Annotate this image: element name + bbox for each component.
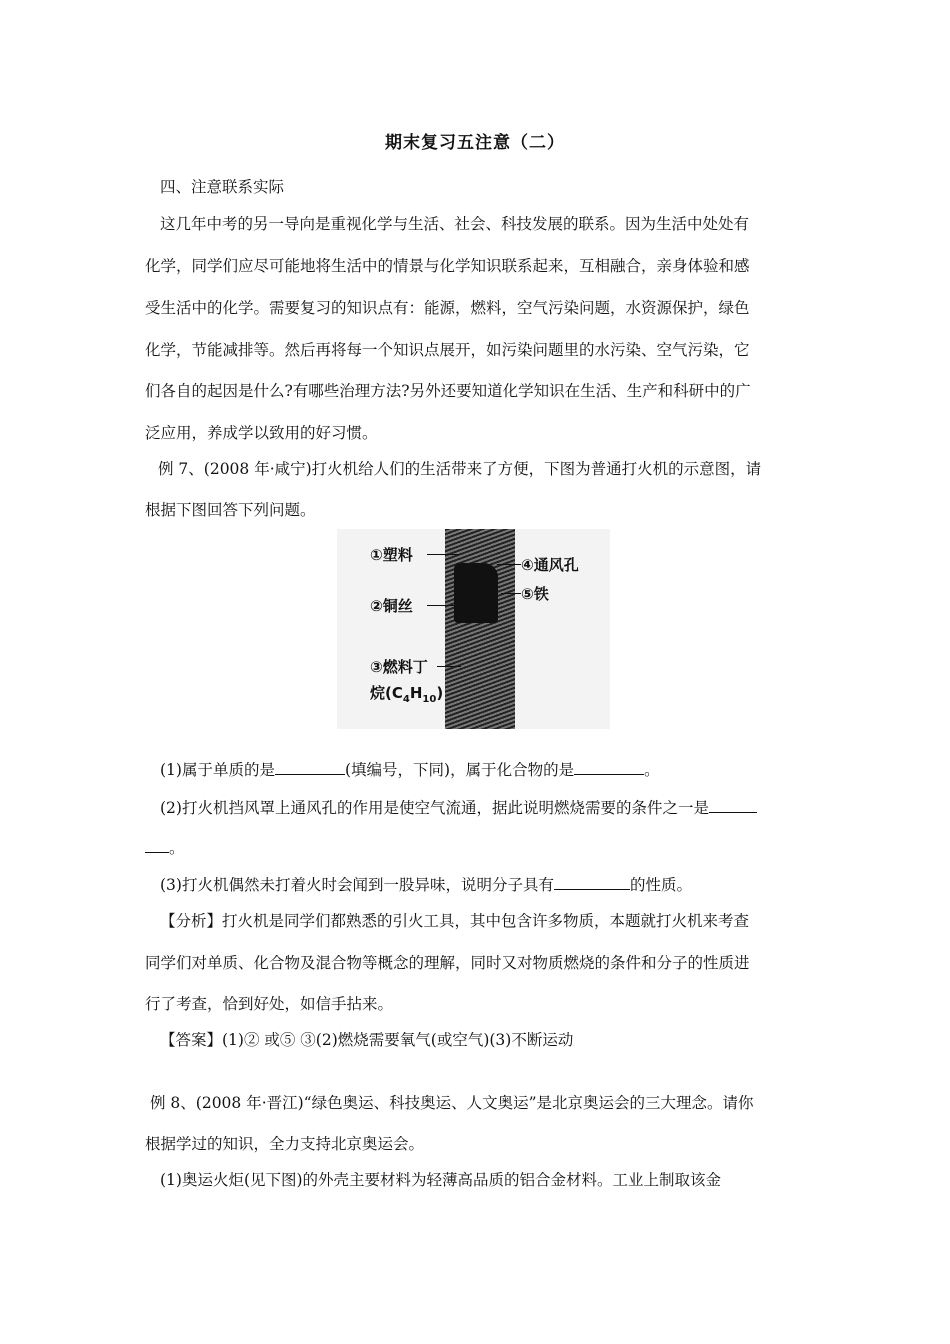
intro-line-2: 化学，同学们应尽可能地将生活中的情景与化学知识联系起来，互相融合，亲身体验和感 [145, 257, 750, 275]
intro-line-6: 泛应用，养成学以致用的好习惯。 [145, 424, 378, 442]
answer-blank-4[interactable] [554, 873, 630, 890]
answer-blank-1[interactable] [275, 758, 345, 775]
example7-line-2: 根据下图回答下列问题。 [145, 501, 316, 519]
section-heading: 四、注意联系实际 [160, 178, 285, 196]
intro-line-3: 受生活中的化学。需要复习的知识点有：能源，燃料，空气污染问题，水资源保护，绿色 [145, 299, 750, 317]
label-iron: ⑤铁 [521, 585, 549, 603]
label-fuel-line-1: ③燃料丁 [370, 658, 428, 676]
intro-line-4: 化学，节能减排等。然后再将每一个知识点展开，如污染问题里的水污染、空气污染，它 [145, 341, 750, 359]
lighter-figure [337, 529, 610, 729]
question-2-continued: 。 [145, 836, 810, 858]
answer-blank-2[interactable] [574, 758, 644, 775]
question-2: (2)打火机挡风罩上通风孔的作用是使空气流通，据此说明燃烧需要的条件之一是 [160, 796, 825, 818]
leader-line-vent [497, 564, 521, 565]
intro-line-1: 这几年中考的另一导向是重视化学与生活、社会、科技发展的联系。因为生活中处处有 [160, 215, 750, 233]
answer-blank-3-continued[interactable] [145, 836, 169, 853]
analysis-line-2: 同学们对单质、化合物及混合物等概念的理解，同时又对物质燃烧的条件和分子的性质进 [145, 954, 750, 972]
label-copper-wire: ②铜丝 [370, 597, 413, 615]
leader-line-copper [427, 605, 461, 606]
leader-line-plastic [427, 554, 459, 555]
analysis-line-1: 【分析】打火机是同学们都熟悉的引火工具，其中包含许多物质，本题就打火机来考查 [160, 912, 750, 930]
example8-line-1: 例 8、(2008 年·晋江)“绿色奥运、科技奥运、人文奥运”是北京奥运会的三大理念。请你 [150, 1094, 754, 1112]
example7-line-1: 例 7、(2008 年·咸宁)打火机给人们的生活带来了方便，下图为普通打火机的示意图，请 [158, 460, 762, 478]
leader-line-iron [501, 593, 521, 594]
label-fuel-line-2: 烷$(C_4H_{10})$ [370, 684, 444, 705]
answer-line: 【答案】(1)② 或⑤ ③(2)燃烧需要氧气(或空气)(3)不断运动 [160, 1031, 574, 1049]
leader-line-fuel [437, 666, 461, 667]
page-title: 期末复习五注意（二） [385, 133, 565, 153]
example8-line-2: 根据学过的知识，全力支持北京奥运会。 [145, 1135, 425, 1153]
lighter-body [445, 529, 515, 729]
lighter-head [454, 563, 498, 623]
label-vent-hole: ④通风孔 [521, 556, 579, 574]
intro-line-5: 们各自的起因是什么?有哪些治理方法?另外还要知道化学知识在生活、生产和科研中的广 [145, 382, 751, 400]
analysis-line-3: 行了考查，恰到好处，如信手拈来。 [145, 995, 394, 1013]
question-1: (1)属于单质的是 (填编号，下同)，属于化合物的是 。 [160, 758, 825, 780]
answer-blank-3[interactable] [709, 796, 757, 813]
question-3: (3)打火机偶然未打着火时会闻到一股异味，说明分子具有 的性质。 [160, 873, 825, 895]
label-plastic: ①塑料 [370, 546, 413, 564]
example8-question-1: (1)奥运火炬(见下图)的外壳主要材料为轻薄高品质的铝合金材料。工业上制取该金 [160, 1171, 722, 1189]
